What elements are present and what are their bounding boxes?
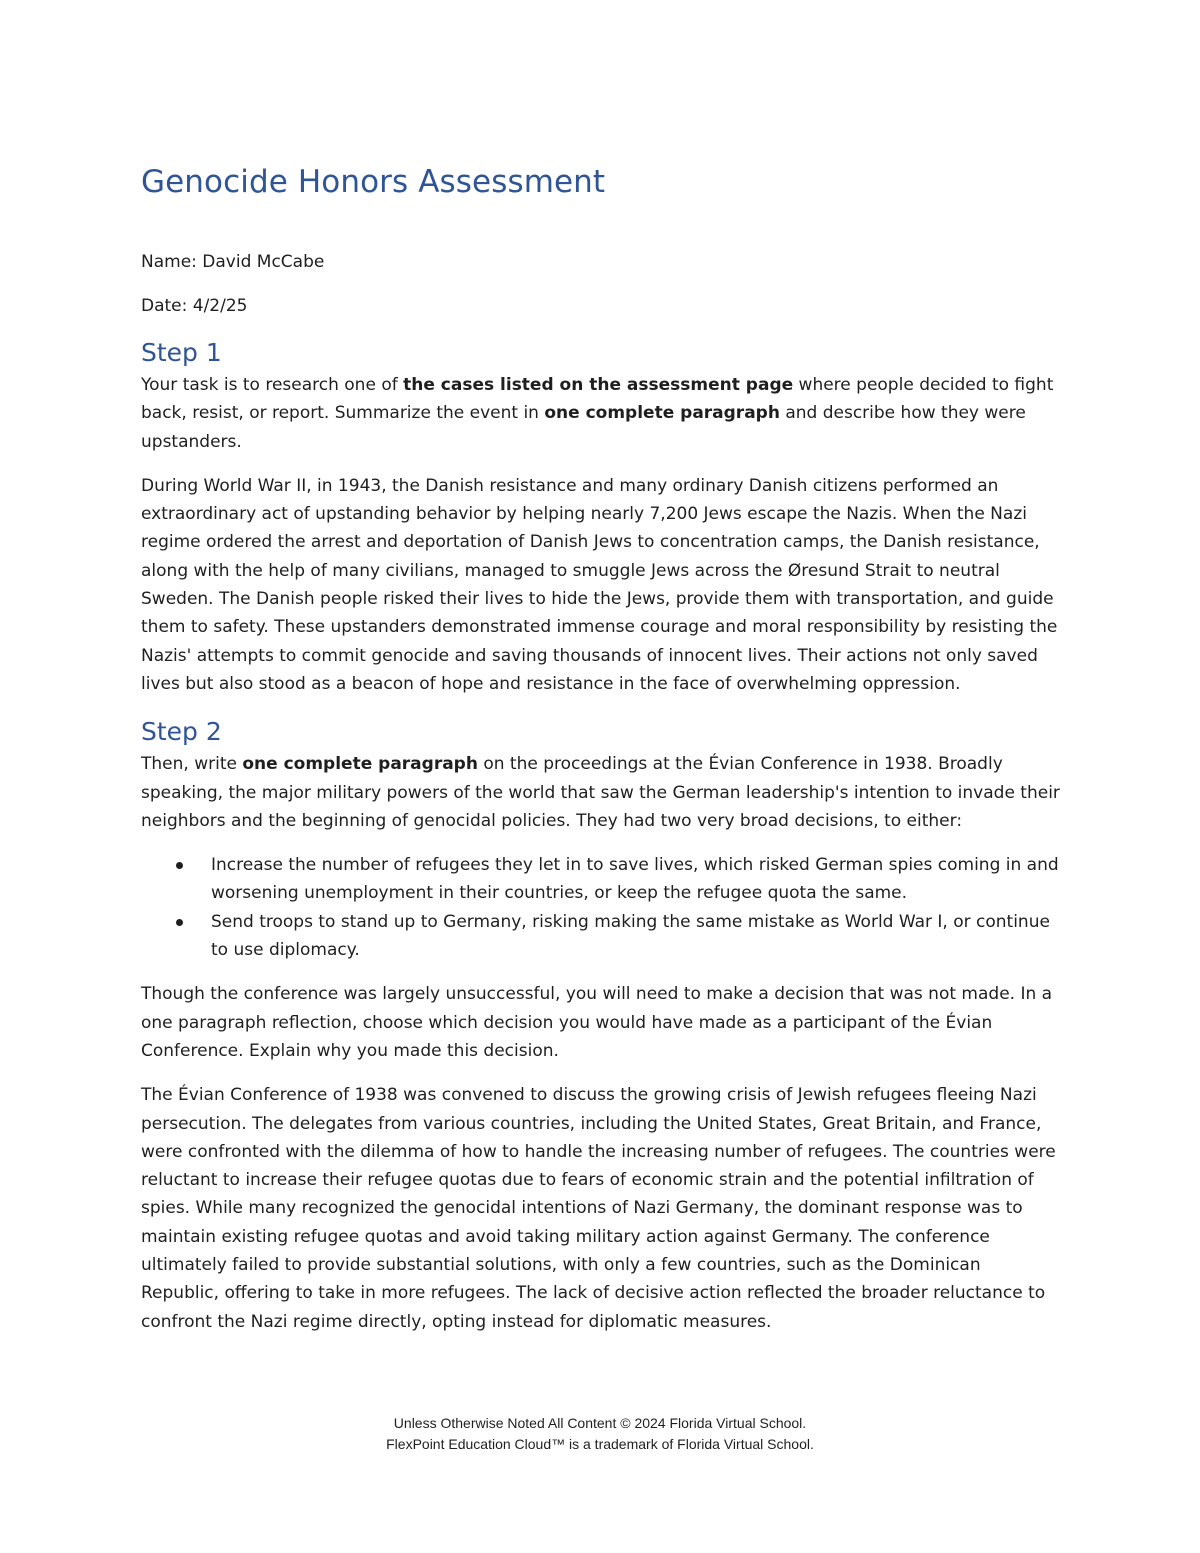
step1-prompt-bold: one complete paragraph	[544, 403, 780, 424]
date-line: Date: 4/2/25	[141, 296, 248, 316]
name-line: Name: David McCabe	[141, 252, 325, 272]
list-item-text: Increase the number of refugees they let in to save lives, which risked German spies coming in and worsening unemployment in their countries, or keep the refugee quota the same.	[211, 855, 1059, 904]
footer	[0, 1413, 1200, 1455]
step1-prompt-bold: the cases listed on the assessment page	[403, 375, 794, 395]
step1-prompt-text: and describe how they were upstanders.	[141, 403, 1026, 452]
step2-prompt-text: Then, write	[141, 754, 243, 775]
step1-heading: Step 1	[141, 338, 222, 367]
step2-prompt	[141, 750, 1061, 835]
step2-prompt-bold: one complete paragraph	[242, 754, 478, 775]
list-item	[141, 851, 1061, 908]
bullet-icon	[176, 862, 183, 869]
decision-options-list	[141, 851, 1061, 964]
step2-prompt-text: on the proceedings at the Évian Conference in 1938. Broadly speaking, the major military powers of the world that saw the German leadership's intention to invade their neighbors and the beginning of genocidal policies. They had two very broad decisions, to either:	[141, 754, 1060, 831]
step2-heading: Step 2	[141, 717, 222, 747]
list-item	[141, 908, 1061, 965]
document-page	[141, 160, 1061, 1352]
step1-prompt-text: where people decided to fight back, resist, or report. Summarize the event in	[141, 375, 1054, 424]
footer-copyright: Unless Otherwise Noted All Content © 2024 Florida Virtual School.	[393, 1415, 807, 1431]
step2-answer: The Évian Conference of 1938 was convened to discuss the growing crisis of Jewish refugees fleeing Nazi persecution. The delegates from various countries, including the United States, Great Britain, and France, were confronted with the dilemma of how to handle the increasing number of refugees. The countries were reluctant to increase their refugee quotas due to fears of economic strain and the potential infiltration of spies. While many recognized the genocidal intentions of Nazi Germany, the dominant response was to maintain existing refugee quotas and avoid taking military action against Germany. The conference ultimately failed to provide substantial solutions, with only a few countries, such as the Dominican Republic, offering to take in more refugees. The lack of decisive action reflected the broader reluctance to confront the Nazi regime directly, opting instead for diplomatic measures.	[141, 1085, 1056, 1332]
list-item-text: Send troops to stand up to Germany, risking making the same mistake as World War I, or continue to use diplomacy.	[211, 911, 1050, 961]
bullet-icon	[176, 919, 183, 926]
step1-answer: During World War II, in 1943, the Danish resistance and many ordinary Danish citizens performed an extraordinary act of upstanding behavior by helping nearly 7,200 Jews escape the Nazis. When the Nazi regime ordered the arrest and deportation of Danish Jews to concentration camps, the Danish resistance, along with the help of many civilians, managed to smuggle Jews across the Øresund Strait to neutral Sweden. The Danish people risked their lives to hide the Jews, provide them with transportation, and guide them to safety. These upstanders demonstrated immense courage and moral responsibility by resisting the Nazis' attempts to commit genocide and saving thousands of innocent lives. Their actions not only saved lives but also stood as a beacon of hope and resistance in the face of overwhelming oppression.	[141, 475, 1058, 694]
step1-prompt	[141, 371, 1061, 456]
footer-trademark: FlexPoint Education Cloud™ is a trademark of Florida Virtual School.	[386, 1436, 814, 1452]
step1-prompt-text: Your task is to research one of	[141, 375, 404, 395]
reflection-prompt: Though the conference was largely unsuccessful, you will need to make a decision that was not made. In a one paragraph reflection, choose which decision you would have made as a participant of the Évian Conference. Explain why you made this decision.	[141, 984, 1053, 1061]
page-title: Genocide Honors Assessment	[141, 164, 606, 200]
